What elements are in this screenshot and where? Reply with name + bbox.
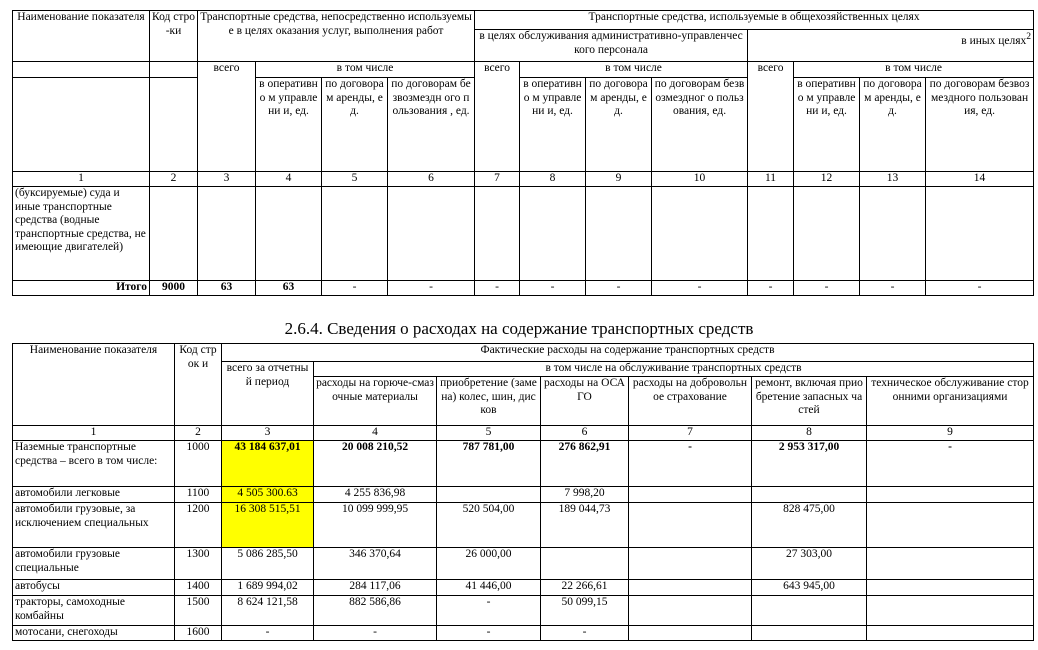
row-code: 1400 xyxy=(175,580,222,596)
column-number: 2 xyxy=(175,426,222,441)
header-code: Код стро-ки xyxy=(150,11,198,62)
table-row xyxy=(13,596,1034,626)
dash-cell: - xyxy=(475,281,520,296)
repair-cell: 27 303,00 xyxy=(752,548,867,580)
fuel-cell: 10 099 999,95 xyxy=(314,503,437,548)
service-cell xyxy=(867,626,1034,641)
column-numbers-row xyxy=(13,426,1034,441)
dash-cell: - xyxy=(586,281,652,296)
osago-cell xyxy=(541,548,629,580)
row-code: 1500 xyxy=(175,596,222,626)
wheels-cell: - xyxy=(437,626,541,641)
table-row xyxy=(13,580,1034,596)
header-rent: по договорам аренды, ед. xyxy=(322,78,388,172)
header-incl: в том числе xyxy=(794,62,1034,78)
table-row xyxy=(13,487,1034,503)
osago-cell: - xyxy=(541,626,629,641)
header-operative: в оперативно м управлени и, ед. xyxy=(256,78,322,172)
service-cell xyxy=(867,487,1034,503)
voluntary-cell: - xyxy=(629,441,752,487)
wheels-cell: 26 000,00 xyxy=(437,548,541,580)
osago-cell: 276 862,91 xyxy=(541,441,629,487)
row-name: автомобили легковые xyxy=(13,487,175,503)
column-number: 6 xyxy=(388,172,475,187)
header-service: техническое обслуживание сторонними организациями xyxy=(867,377,1034,426)
column-number: 9 xyxy=(867,426,1034,441)
header-direct-use: Транспортные средства, непосредственно используемые в целях оказания услуг, выполнения работ xyxy=(198,11,475,62)
header-incl: в том числе на обслуживание транспортных средств xyxy=(314,362,1034,377)
osago-cell: 189 044,73 xyxy=(541,503,629,548)
header-cell xyxy=(150,78,198,172)
column-number: 5 xyxy=(437,426,541,441)
total-cell: 43 184 637,01 xyxy=(222,441,314,487)
table-row xyxy=(13,441,1034,487)
header-operative: в оперативно м управлени и, ед. xyxy=(520,78,586,172)
fuel-cell: 882 586,86 xyxy=(314,596,437,626)
repair-cell: 643 945,00 xyxy=(752,580,867,596)
voluntary-cell xyxy=(629,503,752,548)
header-free-use: по договорам безвозмездного пользования, ед. xyxy=(926,78,1034,172)
osago-cell: 50 099,15 xyxy=(541,596,629,626)
cell xyxy=(198,187,256,281)
column-numbers-row xyxy=(13,172,1034,187)
row-code: 1200 xyxy=(175,503,222,548)
section-title: 2.6.4. Сведения о расходах на содержание транспортных средств xyxy=(284,319,754,338)
cell xyxy=(475,187,520,281)
dash-cell: - xyxy=(652,281,748,296)
dash-cell: - xyxy=(794,281,860,296)
cell xyxy=(388,187,475,281)
column-number: 3 xyxy=(198,172,256,187)
total-c3: 63 xyxy=(198,281,256,296)
header-name: Наименование показателя xyxy=(13,11,150,62)
fuel-cell: 4 255 836,98 xyxy=(314,487,437,503)
wheels-cell: 41 446,00 xyxy=(437,580,541,596)
osago-cell: 7 998,20 xyxy=(541,487,629,503)
row-code: 1000 xyxy=(175,441,222,487)
service-cell xyxy=(867,596,1034,626)
row-name: автобусы xyxy=(13,580,175,596)
column-number: 4 xyxy=(256,172,322,187)
voluntary-cell xyxy=(629,580,752,596)
header-voluntary: расходы на добровольное страхование xyxy=(629,377,752,426)
total-cell: 8 624 121,58 xyxy=(222,596,314,626)
dash-cell: - xyxy=(520,281,586,296)
column-number: 10 xyxy=(652,172,748,187)
service-cell: - xyxy=(867,441,1034,487)
osago-cell: 22 266,61 xyxy=(541,580,629,596)
header-rent: по договорам аренды, ед. xyxy=(586,78,652,172)
row-code: 1600 xyxy=(175,626,222,641)
column-number: 14 xyxy=(926,172,1034,187)
header-total: всего xyxy=(198,62,256,172)
header-incl: в том числе xyxy=(520,62,748,78)
header-code: Код строк и xyxy=(175,344,222,426)
column-number: 1 xyxy=(13,172,150,187)
header-cell xyxy=(150,62,198,78)
cell xyxy=(150,187,198,281)
header-general-use: Транспортные средства, используемые в общехозяйственных целях xyxy=(475,11,1034,30)
wheels-cell: 520 504,00 xyxy=(437,503,541,548)
service-cell xyxy=(867,548,1034,580)
voluntary-cell xyxy=(629,548,752,580)
cell xyxy=(586,187,652,281)
column-number: 1 xyxy=(13,426,175,441)
cell xyxy=(520,187,586,281)
header-name: Наименование показателя xyxy=(13,344,175,426)
row-name: автомобили грузовые, за исключением специальных xyxy=(13,503,175,548)
total-c4: 63 xyxy=(256,281,322,296)
header-wheels: приобретение (замена) колес, шин, дисков xyxy=(437,377,541,426)
wheels-cell xyxy=(437,487,541,503)
column-number: 7 xyxy=(629,426,752,441)
column-number: 8 xyxy=(752,426,867,441)
row-code: 1300 xyxy=(175,548,222,580)
fuel-cell: 20 008 210,52 xyxy=(314,441,437,487)
header-other: в иных целях$^2$ xyxy=(748,30,1034,62)
column-number: 7 xyxy=(475,172,520,187)
fuel-cell: 284 117,06 xyxy=(314,580,437,596)
cell xyxy=(652,187,748,281)
wheels-cell: 787 781,00 xyxy=(437,441,541,487)
cell xyxy=(256,187,322,281)
total-cell: 4 505 300.63 xyxy=(222,487,314,503)
dash-cell: - xyxy=(748,281,794,296)
total-cell: 16 308 515,51 xyxy=(222,503,314,548)
row-name: тракторы, самоходные комбайны xyxy=(13,596,175,626)
header-admin: в целях обслуживания административно-управленческого персонала xyxy=(475,30,748,62)
service-cell xyxy=(867,503,1034,548)
column-number: 4 xyxy=(314,426,437,441)
repair-cell: 2 953 317,00 xyxy=(752,441,867,487)
total-cell: 5 086 285,50 xyxy=(222,548,314,580)
column-number: 3 xyxy=(222,426,314,441)
service-cell xyxy=(867,580,1034,596)
vehicle-expenses-table xyxy=(12,343,1034,641)
total-cell: - xyxy=(222,626,314,641)
row-name: мотосани, снегоходы xyxy=(13,626,175,641)
column-number: 12 xyxy=(794,172,860,187)
cell xyxy=(794,187,860,281)
column-number: 8 xyxy=(520,172,586,187)
repair-cell xyxy=(752,626,867,641)
header-total: всего xyxy=(475,62,520,172)
column-number: 6 xyxy=(541,426,629,441)
header-free-use: по договорам безвозмездн ого пользования , ед. xyxy=(388,78,475,172)
row-name: (буксируемые) суда и иные транспортные средства (водные транспортные средства, не имеющие двигателей) xyxy=(13,187,150,281)
header-cell xyxy=(13,78,150,172)
vehicles-count-table xyxy=(12,10,1034,296)
dash-cell: - xyxy=(388,281,475,296)
voluntary-cell xyxy=(629,596,752,626)
column-number: 5 xyxy=(322,172,388,187)
repair-cell xyxy=(752,487,867,503)
repair-cell xyxy=(752,596,867,626)
cell xyxy=(860,187,926,281)
dash-cell: - xyxy=(926,281,1034,296)
row-name: Наземные транспортные средства – всего в том числе: xyxy=(13,441,175,487)
row-code: 1100 xyxy=(175,487,222,503)
header-total: всего xyxy=(748,62,794,172)
header-cell xyxy=(13,62,150,78)
total-code: 9000 xyxy=(150,281,198,296)
total-row xyxy=(13,281,1034,296)
wheels-cell: - xyxy=(437,596,541,626)
column-number: 13 xyxy=(860,172,926,187)
table-row xyxy=(13,187,1034,281)
total-cell: 1 689 994,02 xyxy=(222,580,314,596)
header-operative: в оперативно м управлени и, ед. xyxy=(794,78,860,172)
dash-cell: - xyxy=(860,281,926,296)
total-label: Итого xyxy=(13,281,150,296)
header-incl: в том числе xyxy=(256,62,475,78)
header-osago: расходы на ОСАГО xyxy=(541,377,629,426)
column-number: 2 xyxy=(150,172,198,187)
fuel-cell: 346 370,64 xyxy=(314,548,437,580)
table-row xyxy=(13,626,1034,641)
column-number: 11 xyxy=(748,172,794,187)
voluntary-cell xyxy=(629,626,752,641)
header-free-use: по договорам безвозмездног о пользования, ед. xyxy=(652,78,748,172)
header-actual-expenses: Фактические расходы на содержание транспортных средств xyxy=(222,344,1034,362)
repair-cell: 828 475,00 xyxy=(752,503,867,548)
cell xyxy=(322,187,388,281)
header-total-period: всего за отчетный период xyxy=(222,362,314,426)
cell xyxy=(748,187,794,281)
voluntary-cell xyxy=(629,487,752,503)
table-row xyxy=(13,548,1034,580)
cell xyxy=(926,187,1034,281)
table-row xyxy=(13,503,1034,548)
column-number: 9 xyxy=(586,172,652,187)
header-fuel: расходы на горюче-смазочные материалы xyxy=(314,377,437,426)
header-rent: по договора м аренды, ед. xyxy=(860,78,926,172)
header-repair: ремонт, включая приобретение запасных частей xyxy=(752,377,867,426)
fuel-cell: - xyxy=(314,626,437,641)
row-name: автомобили грузовые специальные xyxy=(13,548,175,580)
dash-cell: - xyxy=(322,281,388,296)
